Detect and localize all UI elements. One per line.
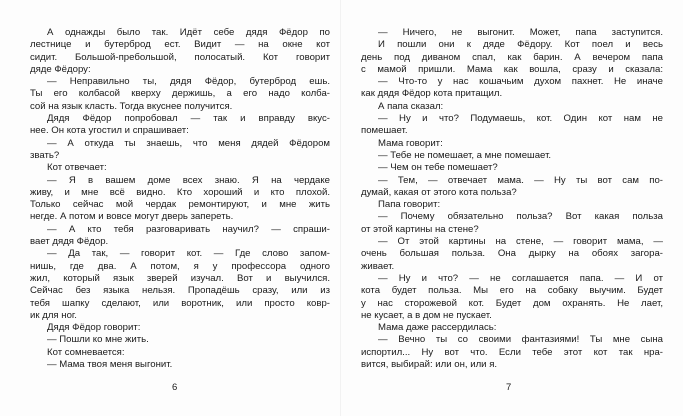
text-line: тебя шапку сделают, или воротник, или просто ковр- [30,297,330,309]
text-line: очень большая польза. Она дырку на обоях загора- [361,248,663,260]
text-line: вится, выбирай: или он, или я. [361,359,498,371]
text-line: не кусает, а в дом не пускает. [361,309,492,321]
text-line: нее. Он кота угостил и спрашивает: [30,125,189,137]
right-page-number: 7 [506,382,512,393]
text-line: — Пошли ко мне жить. [47,334,149,346]
text-line: испортил... Ну вот что. Если тебе этот кот так нра- [361,346,663,358]
text-line: — Вечно ты со своими фантазиями! Ты мне сына [378,334,663,346]
text-line: — Почему обязательно польза? Вот какая польза [378,211,663,223]
text-line: Кот отвечает: [47,162,107,174]
text-line: звать? [30,149,60,161]
text-line: помешает. [361,125,408,137]
text-line: — Да так, — говорит кот. — Где слово запом- [47,248,330,260]
text-line: как дядя Фёдор кота притащил. [361,88,503,100]
text-line: — Ну и что? Подумаешь, кот. Один кот нам не [378,113,663,125]
text-line: Ты его колбасой кверху держишь, а его надо колба- [30,88,330,100]
text-line: Только сейчас мой чердак ремонтируют, и мне жить [30,199,330,211]
text-line: кота будет польза. Мы его на собаку выучим. Будет [361,285,663,297]
text-line: Сейчас без языка нельзя. Пропадёшь сразу, или из [30,285,330,297]
text-line: — Мама твоя меня выгонит. [47,359,173,371]
text-line: с мамой пришли. Мама как вошла, сразу и сказала: [361,63,663,75]
text-line: — Тем, — отвечает мама. — Ну ты вот сам по- [378,174,663,186]
text-line: лестнице и бутерброд ест. Видит — на окне кот [30,39,330,51]
text-line: Папа говорит: [378,199,441,211]
text-line: день под диваном спал, как барин. А вечером папа [361,51,663,63]
text-line: — А кто тебя разговаривать научил? — спраши- [47,223,330,235]
text-line: сидит. Большой-пребольшой, полосатый. Кот говорит [30,51,330,63]
left-page-number: 6 [172,382,178,393]
text-line: живает. [361,260,395,272]
text-line: А папа сказал: [378,100,444,112]
left-page-text [30,27,330,371]
right-page-text [361,27,663,371]
text-line: — Тебе не помешает, а мне помешает. [378,149,552,161]
text-line: Дядя Фёдор попробовал — так и вправду вкус- [47,113,330,125]
text-line: дяде Фёдору: [30,63,91,75]
page-gutter [340,0,341,416]
text-line: — Ничего, не выгонит. Может, папа заступится. [378,27,663,38]
text-line: — Что-то у нас кошачьим духом пахнет. Не иначе [378,76,663,88]
text-line: — Ну и что? — не соглашается папа. — И от [378,272,663,284]
text-line: сой на язык класть. Тогда вкуснее получится. [30,100,233,112]
text-line: Мама говорит: [378,137,443,149]
text-line: — А откуда ты знаешь, что меня дядей Фёдором [47,137,330,149]
text-line: у нас сторожевой кот. Будет дом охранять. Не лает, [361,297,663,309]
text-line: от этой картины на стене? [361,223,479,235]
text-line: живу, и мне всё видно. Кто хороший и кто плохой. [30,186,330,198]
text-line: Мама даже рассердилась: [378,322,497,334]
text-line: А однажды было так. Идёт себе дядя Фёдор по [47,27,330,38]
text-line: Кот сомневается: [47,346,125,358]
text-line: — Чем он тебе помешает? [378,162,498,174]
text-line: жил, который язык зверей изучал. Вот и выучился. [30,272,330,284]
text-line: — Неправильно ты, дядя Фёдор, бутерброд ешь. [47,76,330,88]
text-line: думай, какая от этого кота польза? [361,186,517,198]
text-line: ик для ног. [30,309,77,321]
text-line: И пошли они к дяде Фёдору. Кот поел и весь [378,39,663,51]
text-line: вает дядя Фёдор. [30,236,109,248]
text-line: — Я в вашем доме всех знаю. Я на чердаке [47,174,330,186]
text-line: нишь, где два. А потом, я у профессора одного [30,260,330,272]
text-line: негде. А потом и вовсе могут дверь запереть. [30,211,234,223]
text-line: — От этой картины на стене, — говорит мама, — [378,236,663,248]
text-line: Дядя Фёдор говорит: [47,322,141,334]
